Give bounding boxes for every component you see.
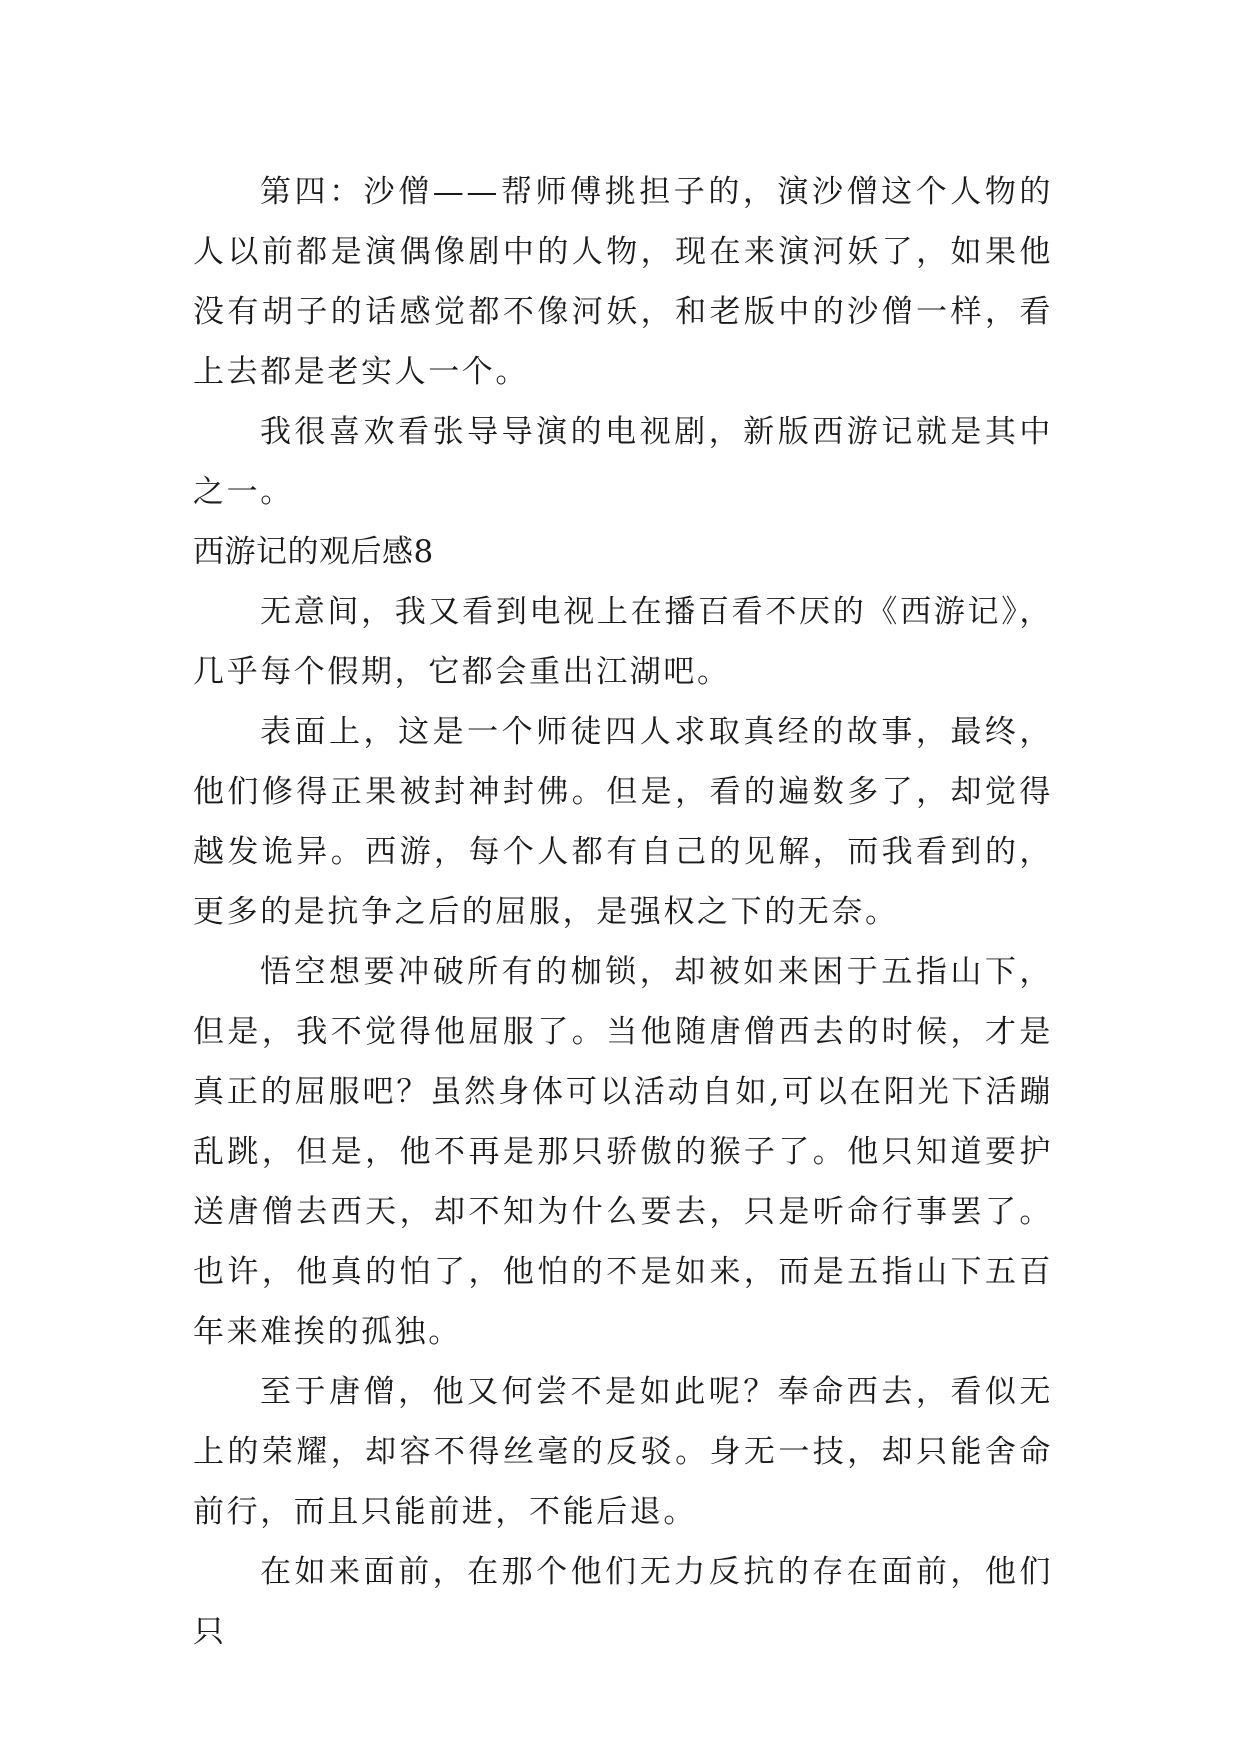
paragraph-surface: 表面上，这是一个师徒四人求取真经的故事，最终，他们修得正果被封神封佛。但是，看的遍数多了，却觉得越发诡异。西游，每个人都有自己的见解，而我看到的，更多的是抗争之后的屈服，是强权之下的无奈。 bbox=[193, 714, 1053, 930]
section-heading: 西游记的观后感8 bbox=[193, 534, 434, 570]
paragraph-intro: 无意间，我又看到电视上在播百看不厌的《西游记》，几乎每个假期，它都会重出江湖吧。 bbox=[193, 594, 1053, 690]
paragraph-tang-seng: 至于唐僧，他又何尝不是如此呢？奉命西去，看似无上的荣耀，却容不得丝毫的反驳。身无一技，却只能舍命前行，而且只能前进，不能后退。 bbox=[193, 1374, 1053, 1530]
document-body bbox=[193, 162, 1053, 1662]
paragraph-sha-seng: 第四：沙僧——帮师傅挑担子的，演沙僧这个人物的人以前都是演偶像剧中的人物，现在来演河妖了，如果他没有胡子的话感觉都不像河妖，和老版中的沙僧一样，看上去都是老实人一个。 bbox=[193, 174, 1053, 390]
paragraph-wukong: 悟空想要冲破所有的枷锁，却被如来困于五指山下，但是，我不觉得他屈服了。当他随唐僧西去的时候，才是真正的屈服吧？虽然身体可以活动自如,可以在阳光下活蹦乱跳，但是，他不再是那只骄傲的猴子了。他只知道要护送唐僧去西天，却不知为什么要去，只是听命行事罢了。也许，他真的怕了，他怕的不是如来，而是五指山下五百年来难挨的孤独。 bbox=[193, 954, 1053, 1350]
paragraph-rulai: 在如来面前，在那个他们无力反抗的存在面前，他们只 bbox=[193, 1554, 1053, 1650]
paragraph-zhang-director: 我很喜欢看张导导演的电视剧，新版西游记就是其中之一。 bbox=[193, 414, 1053, 510]
